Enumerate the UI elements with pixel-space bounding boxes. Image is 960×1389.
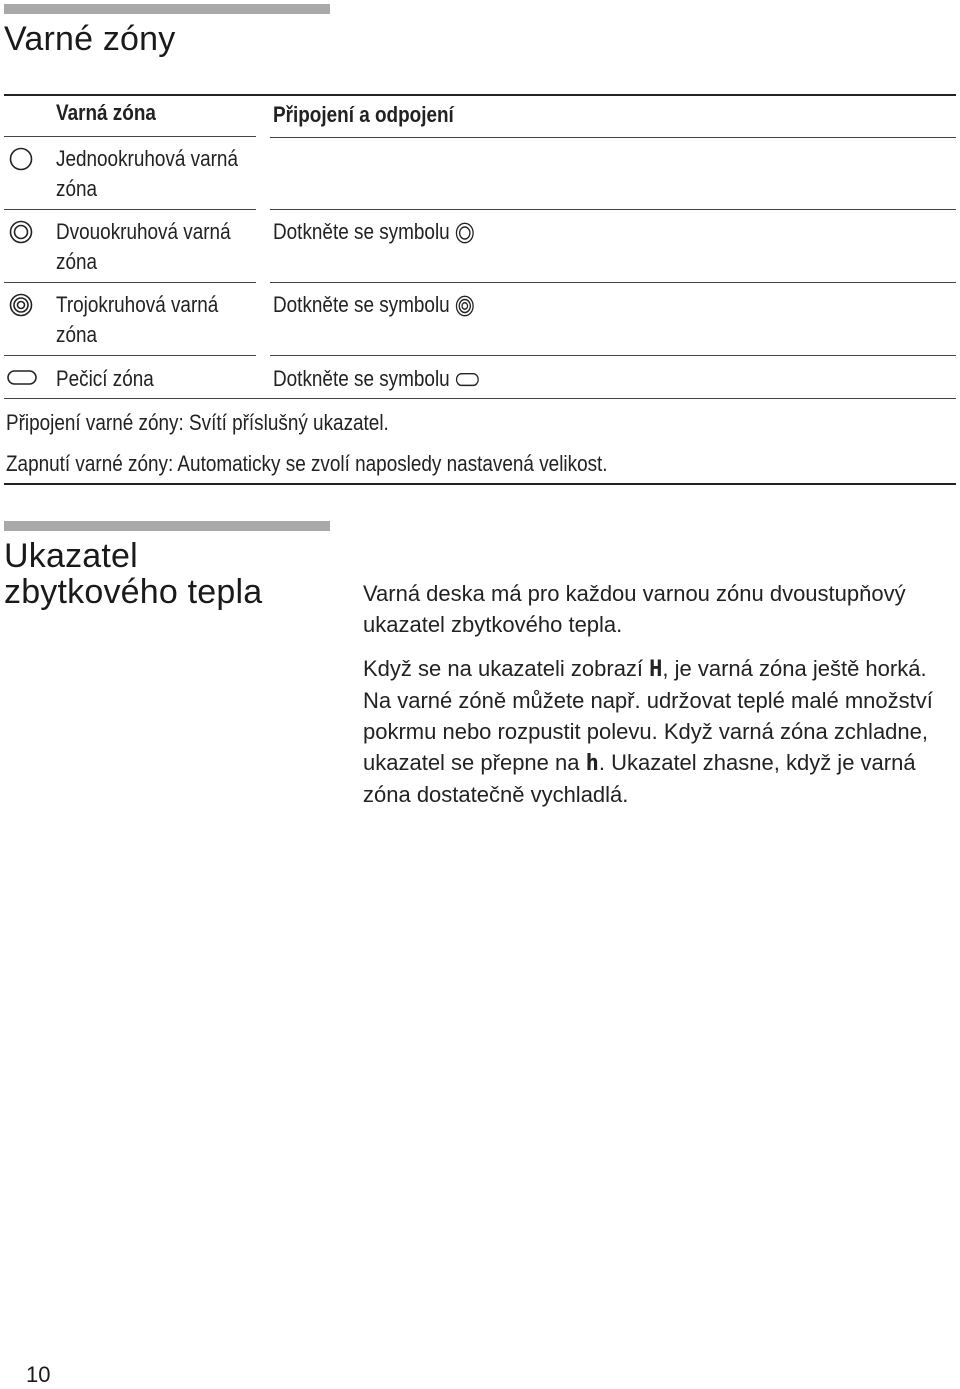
table-rule (270, 282, 956, 283)
table-rule (270, 137, 956, 138)
page-title: Varné zóny (4, 20, 176, 58)
table-rule (4, 136, 256, 137)
action-text: Dotkněte se symbolu (273, 366, 450, 391)
warm-indicator-symbol: h (585, 751, 599, 776)
paragraph-intro: Varná deska má pro každou varnou zónu dvoustupňový ukazatel zbytkového tepla. (363, 581, 906, 637)
section-bar-top (4, 4, 330, 14)
paragraph-text: , je varná zóna ještě horká. Na varné zóně můžete např. udržovat teplé malé množství pokrmu nebo rozpustit polevu. Když varná zóna zchladne, ukazatel se přepne na (363, 656, 933, 775)
section-title-residual-heat (4, 538, 262, 610)
table-top-rule (4, 94, 956, 96)
double-circle-icon (455, 221, 476, 245)
note-switch-on: Zapnutí varné zóny: Automaticky se zvolí naposledy nastavená velikost. (6, 451, 608, 476)
table-rule (4, 282, 256, 283)
table-rule (270, 209, 956, 210)
section-bar-residual-heat (4, 521, 330, 531)
table-rule (4, 398, 956, 399)
triple-circle-icon (455, 294, 476, 318)
table-row-action (273, 217, 475, 247)
table-row-action (273, 290, 475, 320)
paragraph-text: . Ukazatel zhasne, když je varná zóna dostatečně vychladlá. (363, 750, 916, 807)
paragraph-text: Když se na ukazateli zobrazí (363, 656, 650, 681)
table-row-action (273, 364, 481, 394)
page-number: 10 (26, 1362, 51, 1387)
double-circle-icon (8, 219, 34, 245)
action-text: Dotkněte se symbolu (273, 219, 450, 244)
note-connect: Připojení varné zóny: Svítí příslušný ukazatel. (6, 410, 389, 435)
hot-indicator-symbol: H (649, 657, 663, 682)
action-text: Dotkněte se symbolu (273, 292, 450, 317)
section-title-line: zbytkového tepla (4, 573, 263, 611)
triple-circle-icon (8, 292, 34, 318)
oval-zone-icon (455, 371, 481, 389)
table-rule (4, 209, 256, 210)
section-title-line: Ukazatel (4, 537, 138, 575)
table-row-zone: Jednookruhová varná zóna (56, 146, 238, 201)
table-rule (4, 355, 256, 356)
single-circle-icon (8, 146, 34, 172)
oval-zone-icon (6, 368, 38, 388)
paragraph-indicator (363, 653, 953, 810)
table-header-action: Připojení a odpojení (273, 102, 454, 127)
section-bottom-rule (4, 483, 956, 485)
table-row-zone: Pečicí zóna (56, 366, 154, 391)
table-row-zone: Dvouokruhová varná zóna (56, 219, 231, 274)
table-row-zone: Trojokruhová varná zóna (56, 292, 219, 347)
table-rule (270, 355, 956, 356)
table-header-zone: Varná zóna (56, 100, 156, 125)
